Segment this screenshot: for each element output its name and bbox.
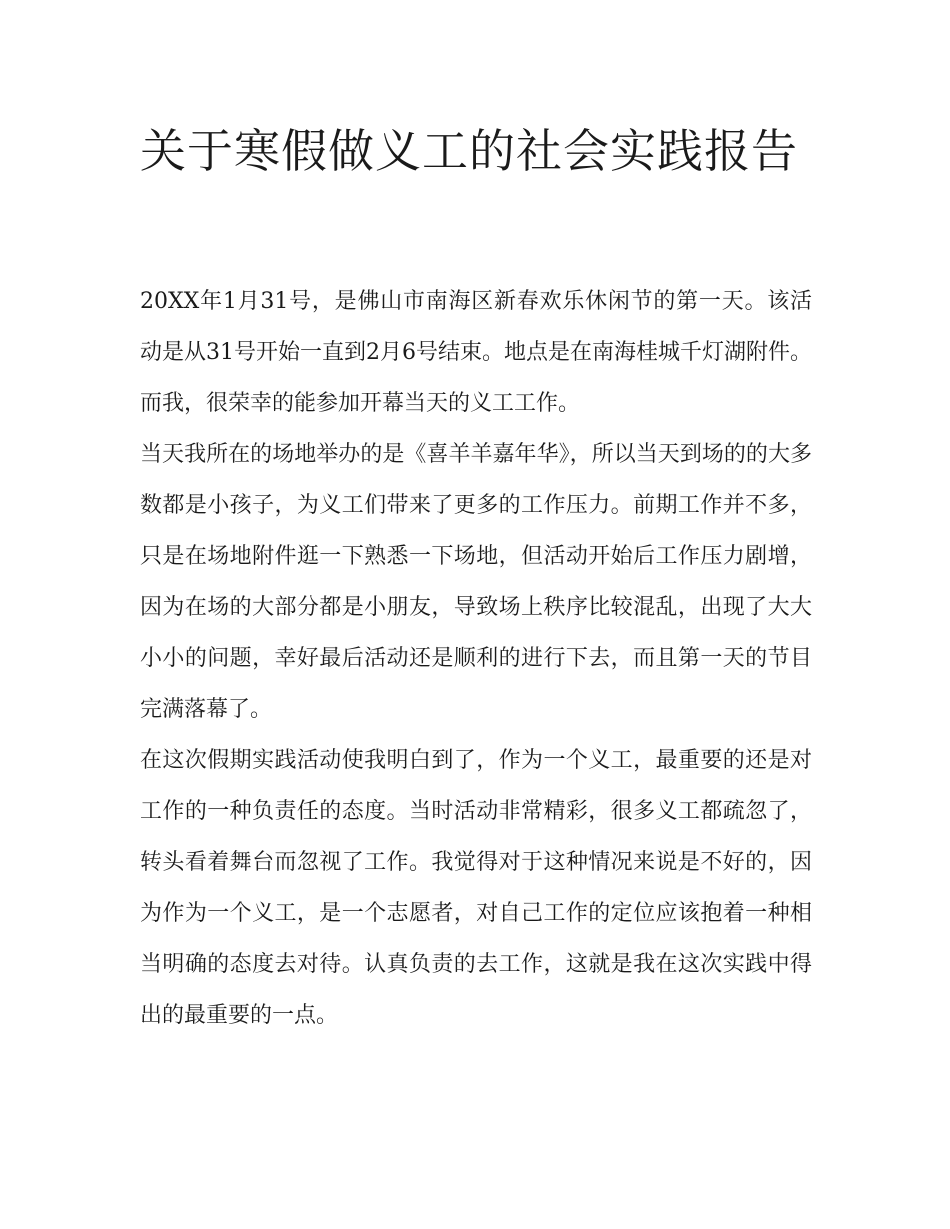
paragraph-1: 20XX年1月31号，是佛山市南海区新春欢乐休闲节的第一天。该活动是从31号开始一直到2月6号结束。地点是在南海桂城千灯湖附件。而我，很荣幸的能参加开幕当天的义工工作。 [140, 289, 812, 416]
document-body [140, 276, 812, 1041]
document-title: 关于寒假做义工的社会实践报告 [140, 124, 798, 178]
paragraph-2: 当天我所在的场地举办的是《喜羊羊嘉年华》，所以当天到场的的大多数都是小孩子，为义工们带来了更多的工作压力。前期工作并不多，只是在场地附件逛一下熟悉一下场地，但活动开始后工作压力剧增，因为在场的大部分都是小朋友，导致场上秩序比较混乱，出现了大大小小的问题，幸好最后活动还是顺利的进行下去，而且第一天的节目完满落幕了。 [140, 442, 812, 722]
paragraph-3: 在这次假期实践活动使我明白到了，作为一个义工，最重要的还是对工作的一种负责任的态度。当时活动非常精彩，很多义工都疏忽了，转头看着舞台而忽视了工作。我觉得对于这种情况来说是不好的，因为作为一个义工，是一个志愿者，对自己工作的定位应该抱着一种相当明确的态度去对待。认真负责的去工作，这就是我在这次实践中得出的最重要的一点。 [140, 748, 812, 1028]
